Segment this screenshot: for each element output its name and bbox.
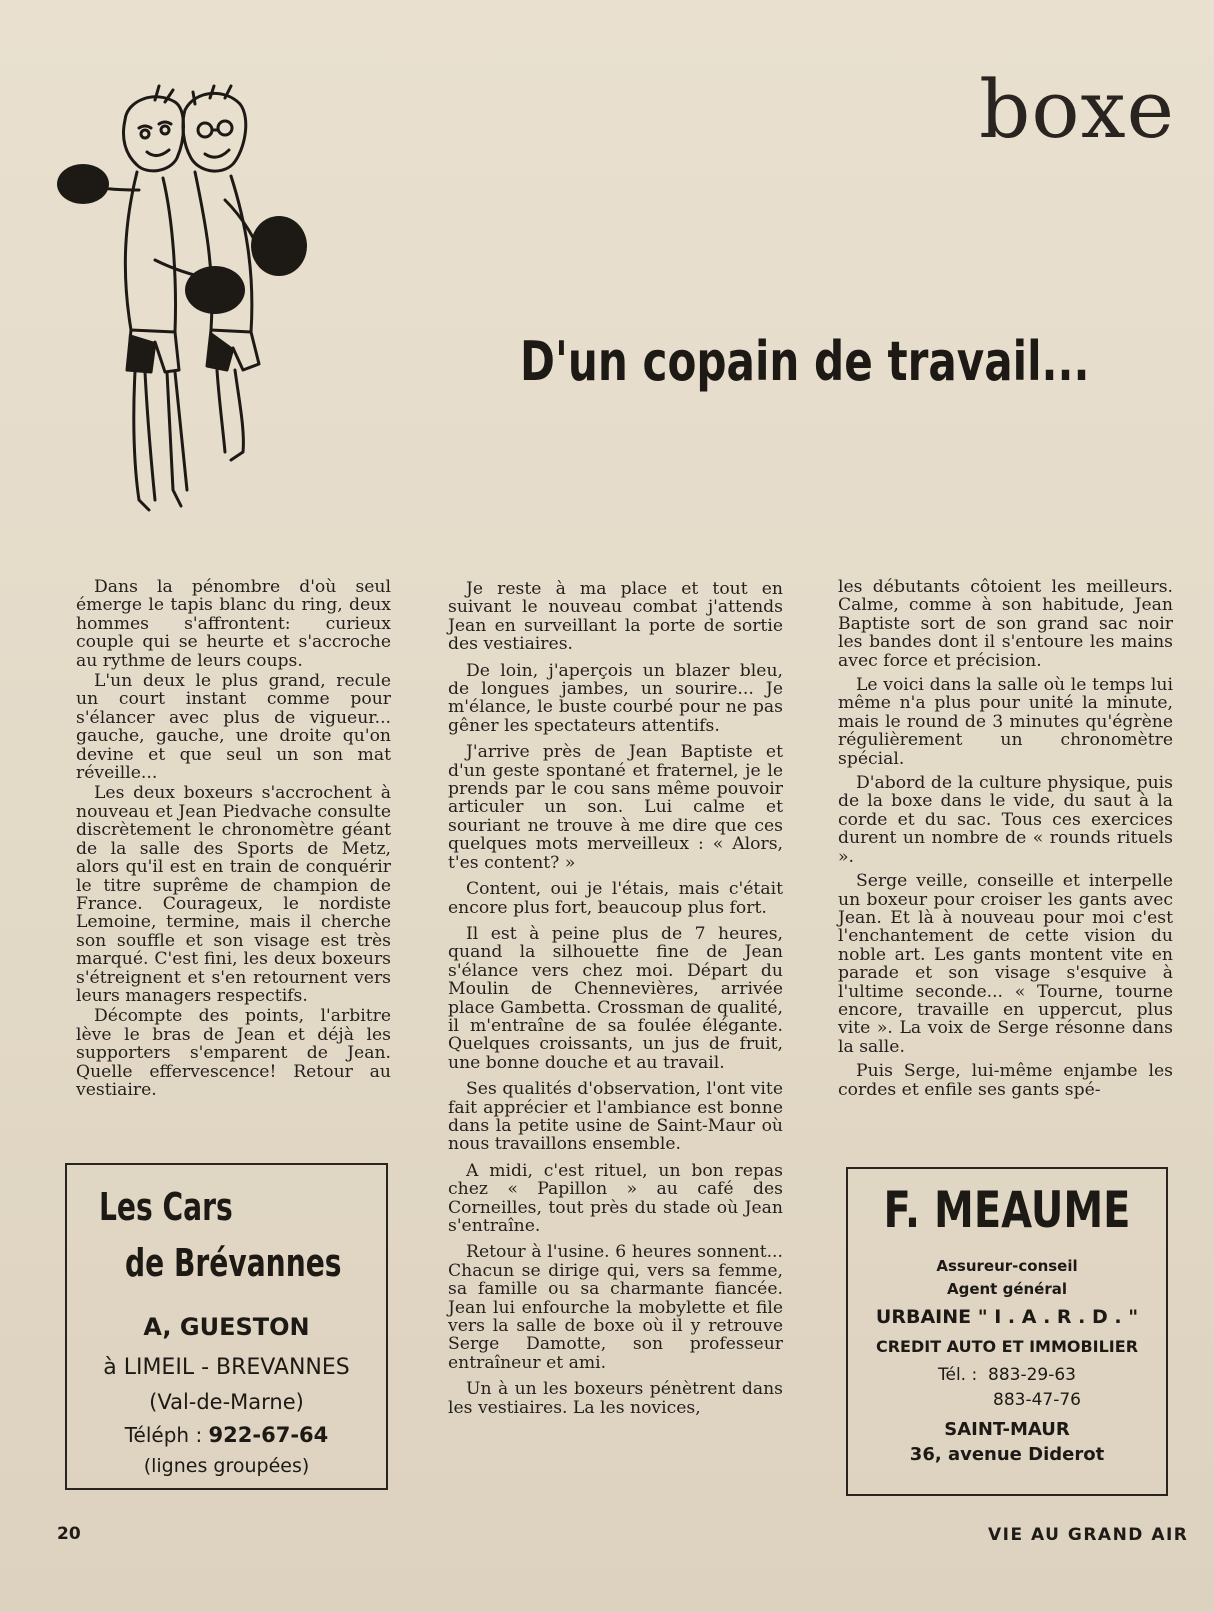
article-headline: D'un copain de travail... xyxy=(520,330,1090,393)
ad-title-line-1: Les Cars xyxy=(99,1185,233,1229)
paragraph: Dans la pénombre d'où seul émerge le tapis blanc du ring, deux hommes s'affrontent: curieux couple qui se heurte et s'accroche au rythme de leurs coups. xyxy=(76,577,391,671)
tel-label: Téléph : xyxy=(124,1423,203,1447)
ad-lines-note: (lignes groupées) xyxy=(143,1455,310,1477)
tel-number-1: 883-29-63 xyxy=(988,1365,1076,1385)
paragraph: A midi, c'est rituel, un bon repas chez « Papillon » au café des Corneilles, tout près du stade où Jean s'entraîne. xyxy=(448,1160,783,1236)
paragraph: Serge veille, conseille et interpelle un boxeur pour croiser les gants avec Jean. Et là à nouveau pour moi c'est l'enchantement de cette vision du noble art. Les gants montent vite en parade et son visage s'esquive à l'ultime seconde... « Tourne, tourne encore, travaille en uppercut, plus vite ». La voix de Serge résonne dans la salle. xyxy=(838,871,1173,1057)
article-column-1 xyxy=(76,578,391,1101)
paragraph: De loin, j'aperçois un blazer bleu, de longues jambes, un sourire... Je m'élance, le buste courbé pour ne pas gêner les spectateurs attentifs. xyxy=(448,660,783,736)
ad-town: à LIMEIL - BREVANNES xyxy=(103,1355,350,1380)
article-column-3 xyxy=(838,578,1173,1105)
paragraph: D'abord de la culture physique, puis de la boxe dans le vide, du saut à la corde et du sac. Tous ces exercices durent un nombre de « rounds rituels ». xyxy=(838,773,1173,867)
ad-name: F. MEAUME xyxy=(883,1181,1131,1239)
tel-number-2: 883-47-76 xyxy=(993,1390,1081,1410)
paragraph: Content, oui je l'étais, mais c'était encore plus fort, beaucoup plus fort. xyxy=(448,879,783,918)
paragraph: Il est à peine plus de 7 heures, quand la silhouette fine de Jean s'élance vers chez moi. Départ du Moulin de Chennevières, arrivée place Gambetta. Crossman de qualité, il m'entraîne de sa foulée élégante. Quelques croissants, un jus de fruit, une bonne douche et au travail. xyxy=(448,923,783,1073)
paragraph: L'un deux le plus grand, recule un court instant comme pour s'élancer avec plus de vigueur... gauche, gauche, une droite qu'on devine et que seul un son mat réveille... xyxy=(76,671,391,784)
ad-address: 36, avenue Diderot xyxy=(909,1444,1105,1465)
article-column-2 xyxy=(448,580,783,1425)
paragraph: Décompte des points, l'arbitre lève le bras de Jean et déjà les supporters s'emparent de Jean. Quelle effervescence! Retour au vestiaire. xyxy=(76,1006,391,1100)
ad-company: URBAINE " I . A . R . D . " xyxy=(875,1306,1139,1328)
ad-telephone xyxy=(848,1365,1166,1385)
tel-number: 922-67-64 xyxy=(208,1423,329,1447)
paragraph: Puis Serge, lui-même enjambe les cordes et enfile ses gants spé- xyxy=(838,1061,1173,1100)
paragraph: Un à un les boxeurs pénètrent dans les vestiaires. La les novices, xyxy=(448,1379,783,1418)
ad-credit: CREDIT AUTO ET IMMOBILIER xyxy=(875,1337,1139,1356)
paragraph: Je reste à ma place et tout en suivant le nouveau combat j'attends Jean en surveillant la porte de sortie des vestiaires. xyxy=(448,579,783,655)
ad-telephone xyxy=(67,1423,386,1447)
ad-role-2: Agent général xyxy=(946,1280,1067,1298)
paragraph: J'arrive près de Jean Baptiste et d'un geste spontané et fraternel, je le prends par le cou sans même pouvoir articuler un son. Lui calme et souriant ne trouve à me dire que ces quelques mots merveilleux : « Alors, t'es content? » xyxy=(448,742,783,873)
paragraph: Retour à l'usine. 6 heures sonnent... Chacun se dirige qui, vers sa femme, sa famille ou sa charmante fiancée. Jean lui enfourche la mobylette et file vers la salle de boxe où il y retrouve Serge Damotte, son professeur entraîneur et ami. xyxy=(448,1242,783,1373)
ad-department: (Val-de-Marne) xyxy=(149,1390,304,1414)
ad-title-line-2: de Brévannes xyxy=(125,1241,342,1285)
ad-owner-name: A, GUESTON xyxy=(143,1313,310,1341)
advertisement-cars-brevannes xyxy=(65,1163,388,1490)
tel-label: Tél. : xyxy=(937,1365,978,1385)
paragraph: Ses qualités d'observation, l'ont vite fait apprécier et l'ambiance est bonne dans la petite usine de Saint-Maur où nous travaillons ensemble. xyxy=(448,1079,783,1155)
boxers-illustration xyxy=(55,80,335,540)
magazine-name: VIE AU GRAND AIR xyxy=(988,1525,1189,1545)
section-title: boxe xyxy=(979,63,1175,156)
paragraph: Les deux boxeurs s'accrochent à nouveau et Jean Piedvache consulte discrètement le chronomètre géant de la salle des Sports de Metz, alors qu'il est en train de conquérir le titre suprême de champion de France. Courageux, le nordiste Lemoine, termine, mais il cherche son souffle et son visage est très marqué. C'est fini, les deux boxeurs s'étreignent et s'en retournent vers leurs managers respectifs. xyxy=(76,783,391,1006)
ad-role-1: Assureur-conseil xyxy=(936,1257,1078,1275)
ad-city: SAINT-MAUR xyxy=(944,1419,1070,1440)
page-number: 20 xyxy=(57,1524,81,1544)
paragraph: Le voici dans la salle où le temps lui même n'a plus pour unité la minute, mais le round de 3 minutes qu'égrène régulièrement un chronomètre spécial. xyxy=(838,675,1173,769)
paragraph: les débutants côtoient les meilleurs. Calme, comme à son habitude, Jean Baptiste sort de son grand sac noir les bandes dont il s'entoure les mains avec force et précision. xyxy=(838,577,1173,671)
advertisement-meaume xyxy=(846,1167,1168,1496)
